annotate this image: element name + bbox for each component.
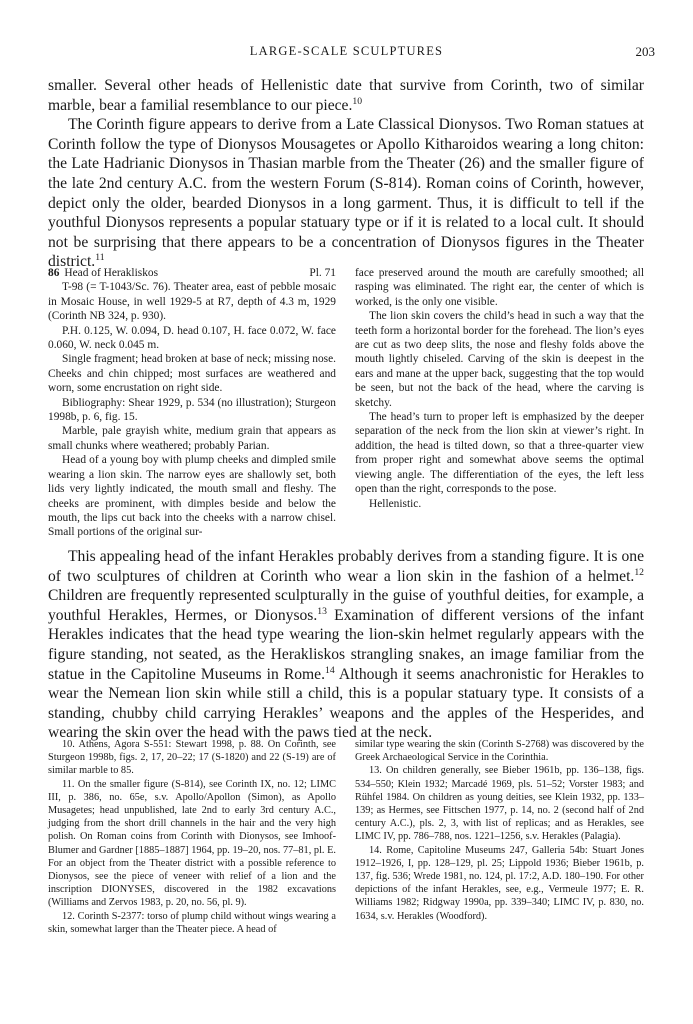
catalogue-right-column (355, 266, 644, 511)
footnote-ref-12: 12 (634, 566, 644, 578)
catalogue-plate: Pl. 71 (309, 267, 336, 279)
footnotes-left-column (48, 738, 336, 936)
footnote-10: 10. Athens, Agora S-551: Stewart 1998, p. 88. On Corinth, see Sturgeon 1998b, figs. 2, 17, 20–22; 17 (S-1820) and 22 (S-19) are of similar marble to 85. (48, 739, 336, 777)
footnote-12: 12. Corinth S-2377: torso of plump child without wings wearing a skin, somewhat larger than the Theater piece. A head of (48, 910, 336, 935)
footnotes-right-column (355, 738, 644, 923)
footnote-ref-13: 13 (317, 605, 327, 617)
catalogue-paragraph: Head of a young boy with plump cheeks and dimpled smile wearing a lion skin. The narrow eyes are shallowly set, both lids very lightly indicated, the mouth small and fleshy. The cheeks are prominent, with dimples beside and below the mouth, the lips cut back into the cheeks with a narrow chisel. Small portions of the original sur- (48, 454, 336, 539)
page-number: 203 (635, 44, 655, 59)
catalogue-paragraph: Marble, pale grayish white, medium grain that appears as small chunks where weathered; probably Parian. (48, 425, 336, 452)
footnote-12-continued: similar type wearing the skin (Corinth S-2768) was discovered by the Greek Archaeological Service in the Corinthia. (355, 739, 644, 764)
catalogue-paragraph: The lion skin covers the child’s head in such a way that the teeth form a horizontal border for the forehead. The lion’s eyes are cut as two deep slits, the nose and fleshy folds above the mouth lightly chiseled. Carving of the skin is deepest in the ears and mane at the upper back, suggesting that the top would be seen, but not the back of the head, where the carving is sketchy. (355, 310, 644, 409)
catalogue-heading (48, 266, 336, 280)
catalogue-left-column (48, 266, 336, 540)
catalogue-title: Head of Herakliskos (64, 267, 159, 279)
catalogue-paragraph: Hellenistic. (369, 497, 422, 510)
footnote-14: 14. Rome, Capitoline Museums 247, Galleria 54b: Stuart Jones 1912–1926, I, pp. 128–129, pl. 25; Lippold 1936; Bieber 1961b, p. 137, fig. 536; Wrede 1981, no. 124, pl. 17:2, A.D. 180–190. For other depictions of the infant Herakles, see, e.g., Vermeule 1977; E. R. Williams 1982; Ridgway 1990a, pp. 339–340; LIMC IV, p. 830, no. 1634, s.v. Herakles (Woodford). (355, 844, 644, 922)
catalogue-number: 86 (48, 267, 60, 279)
catalogue-paragraph: The head’s turn to proper left is emphasized by the deeper separation of the neck from the lion skin at viewer’s right. In addition, the head is tilted down, so that a three-quarter view from proper right and somewhat above seems the optimal viewing angle. The differentiation of the eyes, the left less open than the right, corresponds to the pose. (355, 411, 644, 496)
discussion-paragraph: This appealing head of the infant Herakles probably derives from a standing figure. It is one of two sculptures of children at Corinth who wear a lion skin in the fashion of a helmet.$^{12}$ Children are frequently represented sculpturally in the guise of youthful deities, for example, a youthful Herakles, Hermes, or Dionysos.$^{13}$ Examination of different versions of the infant Herakles indicates that the head type wearing the lion-skin helmet regularly appears with the figure standing, not seated, as the Herakliskos strangling snakes, an image familiar from the statue in the Capitoline Museums in Rome.$^{14}$ Although it seems anachronistic for Herakles to wear the Nemean lion skin while still a child, this is a popular statuary type. It consists of a standing, chubby child carrying Herakles’ weapons and the apples of the Hesperides, and wearing the skin over the head with the paws tied at the neck. (48, 548, 644, 742)
catalogue-paragraph: face preserved around the mouth are carefully smoothed; all rasping was eliminated. The right ear, the center of which is worked, is the only one visible. (355, 267, 644, 308)
catalogue-paragraph: Single fragment; head broken at base of neck; missing nose. Cheeks and chin chipped; most surfaces are weathered and worn, some encrustation on right side. (48, 353, 336, 395)
footnote-ref-10: 10 (352, 95, 363, 107)
footnote-13: 13. On children generally, see Bieber 1961b, pp. 136–138, figs. 534–550; Klein 1932; Marcadé 1969, pls. 51–52; Vorster 1983; and Rühfel 1984. On children as young deities, see Klein 1932, pp. 133–139; as Hermes, see Fittschen 1977, p. 14, no. 2 (second half of 2nd century A.C.), pls. 2, 3, with list of replicas; and as Herakles, see LIMC IV, pp. 786–788, nos. 1221–1256, s.v. Herakles (Palagia). (355, 765, 644, 843)
catalogue-paragraph: P.H. 0.125, W. 0.094, D. head 0.107, H. face 0.072, W. face 0.060, W. neck 0.045 m. (48, 324, 336, 352)
intro-section (48, 76, 644, 272)
catalogue-paragraph: T-98 (= T-1043/Sc. 76). Theater area, east of pebble mosaic in Mosaic House, in well 1929-5 at R7, depth of 4.3 m, 1929 (Corinth NB 324, p. 930). (48, 281, 336, 323)
footnote-ref-14: 14 (325, 664, 335, 676)
intro-paragraph-2: The Corinth figure appears to derive from a Late Classical Dionysos. Two Roman statues at Corinth follow the type of Dionysos Mousagetes or Apollo Kitharoidos wearing a long chiton: the Late Hadrianic Dionysos in Thasian marble from the Theater (26) and the smaller figure of the late 2nd century A.C. from the western Forum (S-814). Roman coins of Corinth, however, depict only the older, bearded Dionysos in a long garment. Thus, it is difficult to tell if the youthful Dionysos represents a popular statuary type or if it is related to a local cult. It should not be surprising that there appears to be a concentration of Dionysos figures in the Theater district.$^{11}$ (48, 116, 644, 271)
running-head: LARGE-SCALE SCULPTURES (249, 44, 444, 58)
intro-paragraph-1: smaller. Several other heads of Hellenistic date that survive from Corinth, two of similar marble, bear a familial resemblance to our piece.$^{10}$ (48, 77, 644, 114)
footnote-ref-11: 11 (95, 252, 105, 264)
catalogue-paragraph: Bibliography: Shear 1929, p. 534 (no illustration); Sturgeon 1998b, p. 6, fig. 15. (48, 396, 336, 424)
page-header (0, 44, 693, 62)
footnote-11: 11. On the smaller figure (S-814), see Corinth IX, no. 12; LIMC III, p. 386, no. 65e, s.v. Apollo/Apollon (Simon), as Apollo Musagetes; head unpublished, late 2nd to early 3rd century A.C., judging from the short drill channels in the hair and the very high polish. On Roman coins from Corinth with Dionysos, see Imhoof-Blumer and Gardner [1885–1887] 1964, pp. 19–20, nos. 77–81, pl. E. For an object from the Theater district with a possible reference to Dionysos, see the piece of veneer with relief of a lion and the inscription DIONYSES, discovered in the 1982 excavations (Williams and Zervos 1983, p. 20, no. 56, pl. 9). (48, 778, 336, 909)
